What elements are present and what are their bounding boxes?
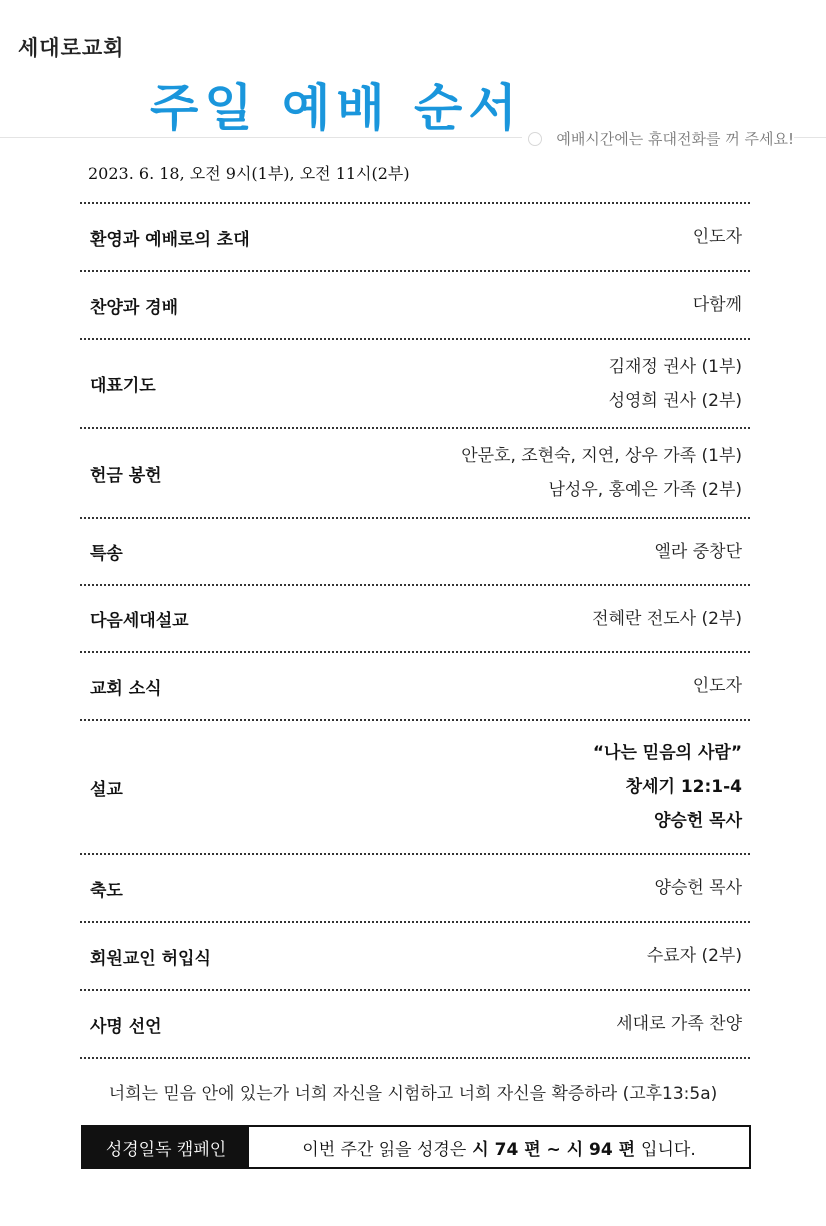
order-value-line: 김재정 권사 (1부) [608, 356, 742, 377]
service-date: 2023. 6. 18, 오전 9시(1부), 오전 11시(2부) [88, 164, 410, 183]
order-row-special-song [80, 519, 750, 584]
order-value-line: 세대로 가족 찬양 [616, 1014, 742, 1034]
order-value [592, 602, 742, 636]
order-label: 환영과 예배로의 초대 [90, 229, 250, 250]
campaign-suffix: 입니다. [641, 1139, 696, 1160]
order-label: 헌금 봉헌 [90, 465, 162, 486]
order-value-line: 성영희 권사 (2부) [608, 390, 742, 411]
order-row-praise [80, 272, 750, 338]
sermon-title: “나는 믿음의 사람” [592, 743, 742, 763]
order-value [647, 939, 742, 973]
order-row-prayer [80, 340, 750, 427]
phone-notice-text: 예배시간에는 휴대전화를 꺼 주세요! [556, 130, 794, 148]
order-value-line: 수료자 (2부) [646, 946, 742, 966]
sermon-scripture: 창세기 12:1-4 [625, 777, 742, 797]
service-order-list [80, 202, 750, 1059]
order-value [693, 220, 742, 254]
order-row-mission [80, 991, 750, 1057]
church-name: 세대로교회 [18, 36, 125, 60]
order-value [693, 669, 742, 703]
order-label: 특송 [90, 544, 123, 564]
order-row-sermon [80, 721, 750, 853]
order-label: 회원교인 허입식 [90, 948, 211, 969]
order-row-announcements [80, 653, 750, 719]
order-value [609, 350, 742, 418]
order-value-line: 다함께 [692, 295, 742, 315]
order-value-line: 남성우, 홍예은 가족 (2부) [548, 480, 742, 500]
order-row-benediction [80, 855, 750, 921]
order-row-membership [80, 923, 750, 989]
order-row-next-gen-sermon [80, 586, 750, 651]
order-row-offering [80, 429, 750, 517]
order-value-line: 인도자 [692, 227, 742, 247]
order-label: 축도 [90, 880, 123, 901]
order-value-line: 양승헌 목사 [654, 878, 742, 898]
order-label: 교회 소식 [90, 678, 162, 699]
circle-bullet-icon [528, 132, 542, 146]
campaign-range: 시 74 편 ~ 시 94 편 [472, 1139, 636, 1160]
order-label: 찬양과 경배 [90, 297, 179, 318]
order-label: 다음세대설교 [90, 611, 189, 631]
page-title: 주일 예배 순서 [150, 79, 523, 137]
bible-verse: 너희는 믿음 안에 있는가 너희 자신을 시험하고 너희 자신을 확증하라 (고후13:5a) [108, 1084, 718, 1104]
dotted-divider [80, 1057, 750, 1059]
order-value [593, 736, 742, 838]
campaign-text [249, 1127, 749, 1167]
order-value [461, 439, 742, 507]
order-value-line: 인도자 [692, 676, 742, 696]
order-value [693, 288, 742, 322]
sermon-preacher: 양승헌 목사 [653, 811, 742, 831]
bible-reading-campaign-box [81, 1125, 751, 1169]
campaign-tag: 성경일독 캠페인 [83, 1127, 249, 1167]
order-label: 사명 선언 [90, 1016, 162, 1037]
campaign-prefix: 이번 주간 읽을 성경은 [302, 1139, 467, 1160]
order-value-line: 엘라 중창단 [654, 541, 742, 562]
order-row-welcome [80, 204, 750, 270]
order-value [616, 1007, 742, 1041]
order-label: 설교 [90, 779, 123, 800]
order-value [654, 871, 742, 905]
order-label: 대표기도 [90, 376, 156, 396]
phone-notice [522, 128, 794, 149]
order-value-line: 전혜란 전도사 (2부) [592, 608, 742, 629]
order-value [654, 535, 742, 569]
order-value-line: 안문호, 조현숙, 지연, 상우 가족 (1부) [461, 446, 742, 466]
